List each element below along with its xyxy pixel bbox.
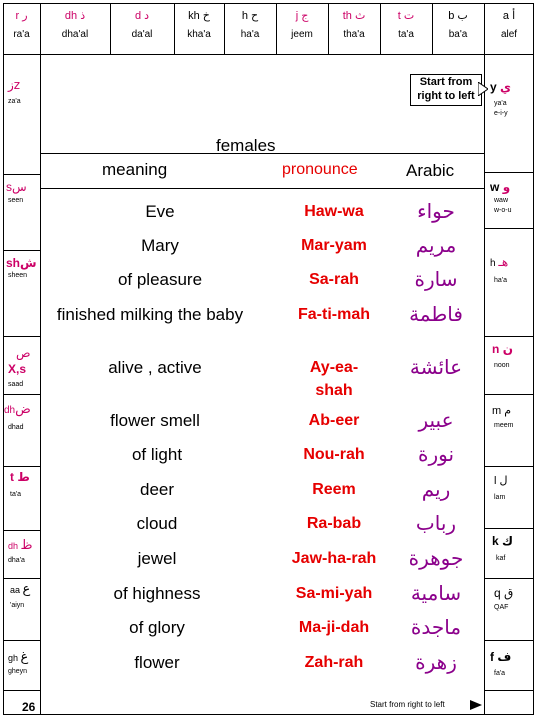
page-number: 26 bbox=[22, 700, 36, 714]
arabic-cell: حواء bbox=[417, 199, 455, 223]
left-letter-za: زz bbox=[8, 78, 21, 92]
right-letter-fa: f ف bbox=[490, 650, 512, 664]
pronounce-cell: Nou-rah bbox=[303, 446, 365, 463]
right-letter-name: noon bbox=[494, 362, 510, 369]
arabic-cell: ماجدة bbox=[410, 615, 462, 639]
meaning-cell: jewel bbox=[137, 549, 177, 568]
arabic-cell: مريم bbox=[415, 233, 457, 257]
left-letter-dha: dh ظ bbox=[8, 538, 33, 553]
top-letter-kha: kh خ kha'a bbox=[187, 9, 211, 40]
header-meaning: meaning bbox=[102, 160, 168, 179]
divider bbox=[380, 3, 381, 54]
left-letter-name: za'a bbox=[8, 98, 21, 105]
divider bbox=[3, 336, 40, 337]
meaning-cell: flower smell bbox=[110, 411, 200, 430]
right-letter-kaf: k ك bbox=[492, 534, 514, 548]
divider bbox=[484, 172, 534, 173]
divider bbox=[110, 3, 111, 54]
divider bbox=[3, 530, 40, 531]
meaning-cell: finished milking the baby bbox=[56, 305, 244, 324]
table-top-border bbox=[40, 153, 484, 154]
right-letter-name: kaf bbox=[496, 555, 506, 562]
top-letter-ta: t ت ta'a bbox=[397, 9, 415, 40]
meaning-cell: of glory bbox=[129, 618, 185, 637]
meaning-cell: of highness bbox=[113, 584, 201, 603]
right-column-border bbox=[484, 54, 485, 715]
top-letter-tha: th ث tha'a bbox=[342, 9, 366, 40]
meaning-cell: flower bbox=[134, 653, 180, 672]
arabic-cell: سامية bbox=[410, 581, 462, 605]
meaning-cell: Mary bbox=[141, 236, 179, 255]
left-letter-name: seen bbox=[8, 197, 24, 204]
right-letter-name: fa'a bbox=[494, 670, 506, 677]
meaning-cell: alive , active bbox=[108, 358, 202, 377]
arabic-cell: نورة bbox=[417, 442, 455, 466]
divider bbox=[276, 3, 277, 54]
divider bbox=[3, 394, 40, 395]
callout-arrow-icon bbox=[478, 82, 488, 96]
meaning-cell: cloud bbox=[136, 514, 178, 533]
right-letter-ha: h هـ bbox=[490, 255, 509, 269]
arabic-cell: جوهرة bbox=[408, 546, 464, 570]
pronounce-cell: Zah-rah bbox=[304, 654, 364, 671]
arabic-cell: رباب bbox=[415, 511, 457, 535]
left-letter-seen: sس bbox=[6, 180, 27, 194]
divider bbox=[484, 336, 534, 337]
divider bbox=[484, 640, 534, 641]
right-letter-name: meem bbox=[494, 422, 514, 429]
right-letter-extra: w-o-u bbox=[494, 207, 512, 214]
right-letter-qaf: q ق bbox=[494, 586, 514, 600]
top-letter-ba: b ب ba'a bbox=[448, 9, 468, 40]
pronounce-cell: Ab-eer bbox=[308, 412, 360, 429]
top-letter-dal: d د da'al bbox=[131, 9, 153, 40]
right-letter-name: ya'a bbox=[494, 100, 507, 107]
footer-arrow-icon bbox=[470, 700, 482, 710]
divider bbox=[3, 578, 40, 579]
left-letter-name: sheen bbox=[8, 272, 28, 279]
left-letter-sheen: shش bbox=[6, 256, 37, 270]
callout-line: right to left bbox=[417, 90, 475, 102]
arabic-cell: فاطمة bbox=[409, 302, 463, 326]
pronounce-cell: Ay-ea-shah bbox=[309, 359, 359, 399]
divider bbox=[3, 640, 40, 641]
left-letter-name: ta'a bbox=[10, 491, 22, 498]
divider bbox=[3, 466, 40, 467]
divider bbox=[484, 3, 485, 54]
divider bbox=[328, 3, 329, 54]
arabic-cell: سارة bbox=[414, 267, 458, 291]
divider bbox=[40, 3, 41, 54]
arabic-cell: عائشة bbox=[409, 355, 463, 379]
pronounce-cell: Ma-ji-dah bbox=[298, 619, 370, 636]
header-arabic: Arabic bbox=[406, 161, 455, 180]
left-letter-name: gheyn bbox=[8, 668, 28, 675]
left-letter-name: dha'a bbox=[8, 557, 25, 564]
divider bbox=[3, 174, 40, 175]
divider bbox=[484, 578, 534, 579]
divider bbox=[3, 250, 40, 251]
meaning-cell: deer bbox=[139, 480, 175, 499]
right-letter-name: QAF bbox=[494, 604, 509, 611]
pronounce-cell: Sa-mi-yah bbox=[295, 585, 373, 602]
pronounce-cell: Ra-bab bbox=[306, 515, 362, 532]
right-letter-ya: y ي bbox=[490, 80, 512, 94]
meaning-cell: of light bbox=[131, 445, 183, 464]
divider bbox=[174, 3, 175, 54]
right-letter-waw: w و bbox=[490, 180, 511, 194]
page-title: females bbox=[216, 136, 276, 155]
right-letter-meem: m م bbox=[492, 404, 512, 417]
meaning-cell: of pleasure bbox=[117, 270, 203, 289]
divider bbox=[484, 528, 534, 529]
arabic-cell: ريم bbox=[421, 477, 451, 501]
arabic-cell: عبير bbox=[418, 408, 454, 432]
divider bbox=[484, 690, 534, 691]
top-letter-dhal: dh ذ dha'al bbox=[61, 9, 89, 40]
left-letter-ta: t ط bbox=[10, 470, 30, 484]
right-letter-name: lam bbox=[494, 494, 506, 501]
left-letter-saad-latin: X,s bbox=[8, 362, 27, 376]
arabic-cell: زهرة bbox=[415, 650, 457, 674]
left-letter-name: 'aiyn bbox=[10, 602, 25, 609]
header-pronounce: pronounce bbox=[282, 161, 358, 178]
top-letter-jeem: j ج jeem bbox=[291, 9, 313, 40]
top-letter-ra: r ر ra'a bbox=[13, 9, 30, 40]
table-header-border bbox=[40, 188, 484, 189]
left-letter-aiyn: aa ع bbox=[10, 582, 31, 597]
left-letter-gheyn: gh غ bbox=[8, 650, 29, 665]
pronounce-cell: Fa-ti-mah bbox=[298, 306, 370, 323]
left-letter-dhad: dhض bbox=[4, 402, 31, 417]
pronounce-cell: Sa-rah bbox=[309, 271, 359, 288]
divider bbox=[484, 466, 534, 467]
divider bbox=[3, 690, 40, 691]
divider bbox=[224, 3, 225, 54]
left-letter-saad: ص bbox=[16, 346, 31, 360]
right-letter-extra: e-i-y bbox=[494, 110, 508, 117]
direction-callout bbox=[410, 74, 482, 106]
left-letter-name: saad bbox=[8, 381, 24, 388]
pronounce-cell: Jaw-ha-rah bbox=[291, 550, 377, 567]
right-letter-lam: l ل bbox=[494, 474, 508, 487]
pronounce-cell: Haw-wa bbox=[304, 203, 364, 220]
pronounce-cell: Mar-yam bbox=[301, 237, 367, 254]
pronounce-cell: Reem bbox=[312, 481, 356, 498]
top-letter-ha: h ح ha'a bbox=[240, 9, 260, 40]
divider bbox=[484, 228, 534, 229]
right-letter-name: ha'a bbox=[494, 277, 508, 284]
divider bbox=[432, 3, 433, 54]
top-row-divider bbox=[3, 54, 534, 55]
top-letter-alef: a أ alef bbox=[500, 9, 518, 40]
right-letter-name: waw bbox=[494, 197, 509, 204]
right-letter-noon: n ن bbox=[492, 342, 513, 356]
footer-note: Start from right to left bbox=[370, 700, 445, 709]
divider bbox=[484, 394, 534, 395]
left-letter-name: dhad bbox=[8, 424, 24, 431]
callout-line: Start from bbox=[419, 76, 473, 88]
meaning-cell: Eve bbox=[145, 202, 175, 221]
